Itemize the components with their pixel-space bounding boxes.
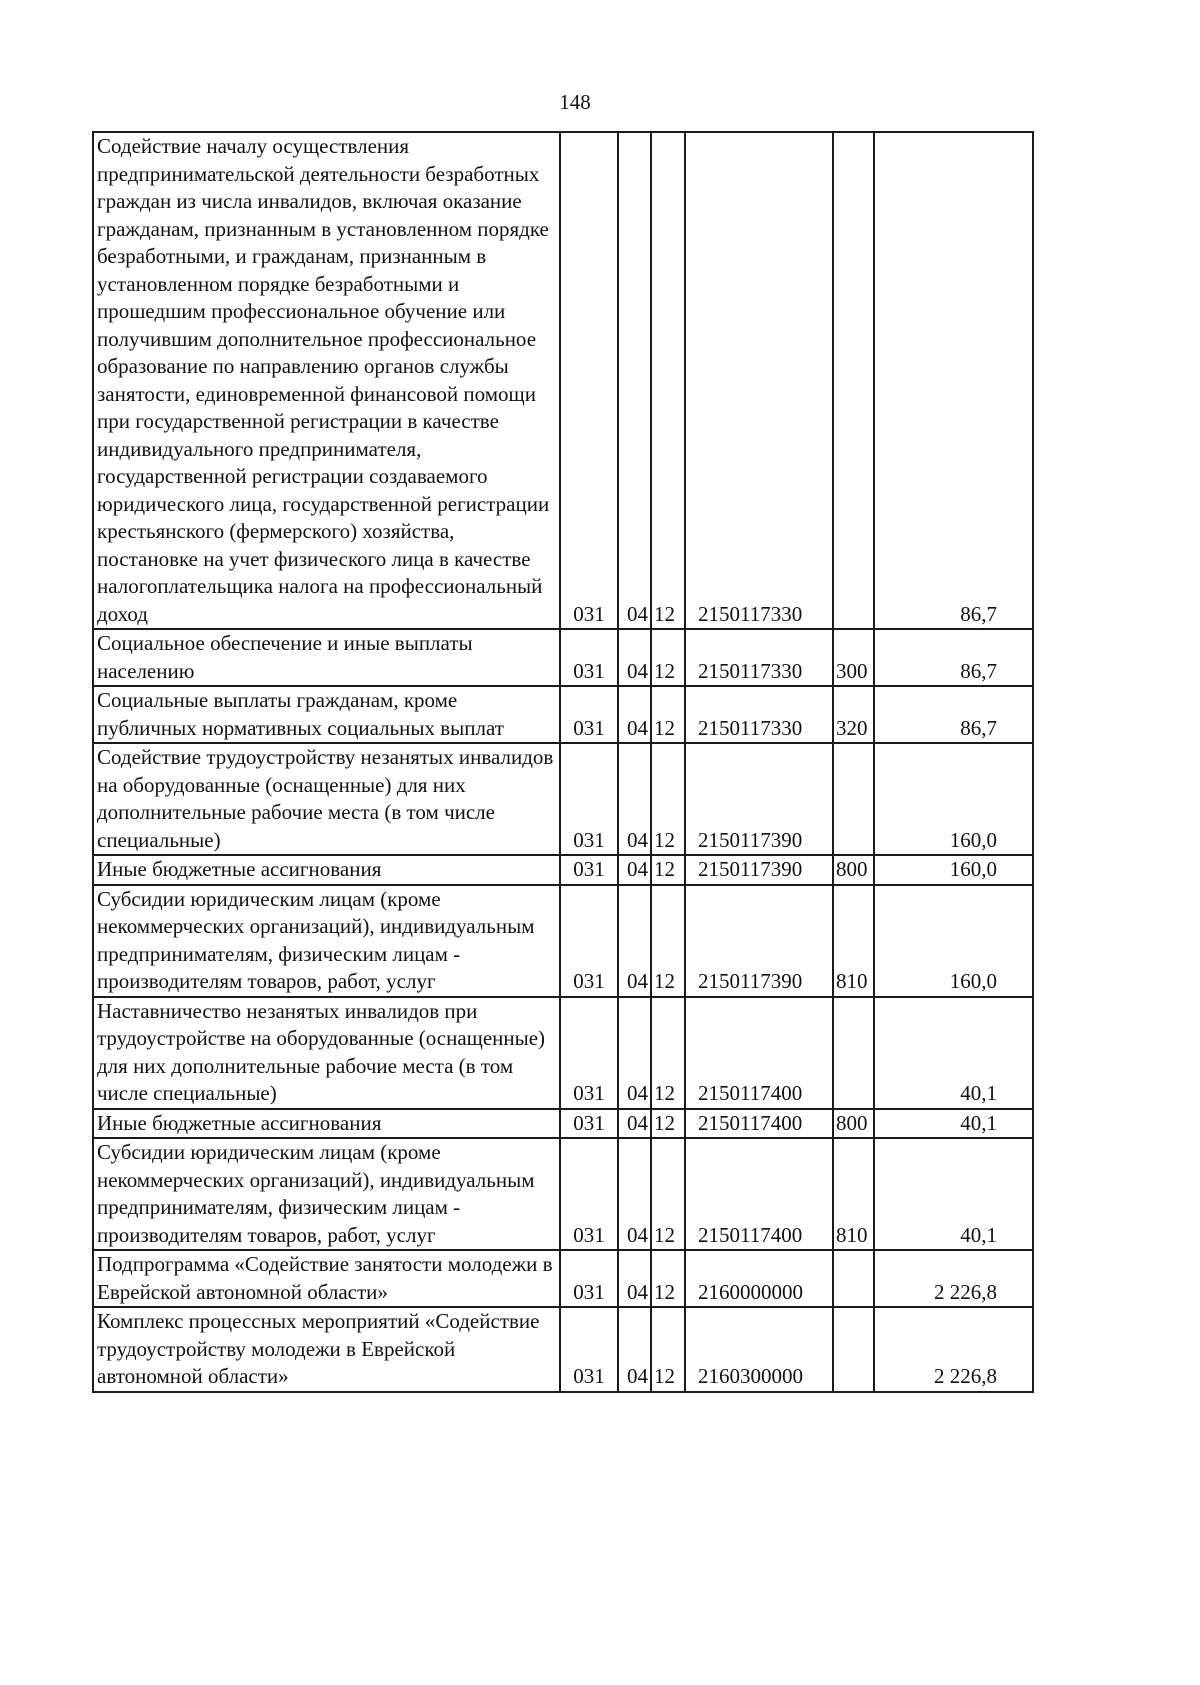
budget-table-body	[93, 132, 1033, 1392]
page-number: 148	[559, 90, 591, 114]
expense-type-code	[833, 1250, 874, 1307]
section-code: 04	[618, 686, 651, 743]
row-name: Наставничество незанятых инвалидов при трудоустройстве на оборудованные (оснащенные) для них дополнительные рабочие места (в том числе специальные)	[93, 997, 560, 1109]
target-article-code: 2150117330	[685, 629, 833, 686]
expense-type-code: 300	[833, 629, 874, 686]
table-row	[93, 855, 1033, 885]
table-row	[93, 885, 1033, 997]
expense-type-code: 800	[833, 1109, 874, 1139]
expense-type-code: 800	[833, 855, 874, 885]
table-row	[93, 1250, 1033, 1307]
amount: 40,1	[874, 1109, 1033, 1139]
row-name: Социальные выплаты гражданам, кроме публичных нормативных социальных выплат	[93, 686, 560, 743]
subsection-code: 12	[651, 743, 685, 855]
admin-code: 031	[560, 629, 618, 686]
table-row	[93, 1138, 1033, 1250]
section-code: 04	[618, 997, 651, 1109]
expense-type-code	[833, 132, 874, 629]
amount: 160,0	[874, 885, 1033, 997]
amount: 2 226,8	[874, 1250, 1033, 1307]
expense-type-code	[833, 743, 874, 855]
section-code: 04	[618, 885, 651, 997]
table-row	[93, 743, 1033, 855]
target-article-code: 2150117330	[685, 132, 833, 629]
target-article-code: 2150117400	[685, 1109, 833, 1139]
table-row	[93, 1109, 1033, 1139]
table-row	[93, 686, 1033, 743]
target-article-code: 2160300000	[685, 1307, 833, 1392]
admin-code: 031	[560, 997, 618, 1109]
target-article-code: 2150117390	[685, 885, 833, 997]
section-code: 04	[618, 629, 651, 686]
row-name: Иные бюджетные ассигнования	[93, 1109, 560, 1139]
target-article-code: 2150117400	[685, 997, 833, 1109]
admin-code: 031	[560, 885, 618, 997]
row-name: Содействие началу осуществления предпринимательской деятельности безработных граждан из числа инвалидов, включая оказание гражданам, признанным в установленном порядке безработными, и гражданам, признанным в установленном порядке безработными и прошедшим профессиональное обучение или получившим дополнительное профессиональное образование по направлению органов службы занятости, единовременной финансовой помощи при государственной регистрации в качестве индивидуального предпринимателя, государственной регистрации создаваемого юридического лица, государственной регистрации крестьянского (фермерского) хозяйства, постановке на учет физического лица в качестве налогоплательщика налога на профессиональный доход	[93, 132, 560, 629]
table-row	[93, 997, 1033, 1109]
budget-table	[92, 131, 1034, 1393]
expense-type-code: 810	[833, 1138, 874, 1250]
amount: 40,1	[874, 1138, 1033, 1250]
admin-code: 031	[560, 1307, 618, 1392]
section-code: 04	[618, 855, 651, 885]
section-code: 04	[618, 743, 651, 855]
amount: 160,0	[874, 855, 1033, 885]
subsection-code: 12	[651, 1307, 685, 1392]
section-code: 04	[618, 1250, 651, 1307]
subsection-code: 12	[651, 997, 685, 1109]
subsection-code: 12	[651, 1250, 685, 1307]
target-article-code: 2150117330	[685, 686, 833, 743]
admin-code: 031	[560, 132, 618, 629]
amount: 160,0	[874, 743, 1033, 855]
subsection-code: 12	[651, 629, 685, 686]
amount: 86,7	[874, 686, 1033, 743]
row-name: Подпрограмма «Содействие занятости молодежи в Еврейской автономной области»	[93, 1250, 560, 1307]
admin-code: 031	[560, 1250, 618, 1307]
subsection-code: 12	[651, 686, 685, 743]
expense-type-code	[833, 997, 874, 1109]
subsection-code: 12	[651, 855, 685, 885]
row-name: Иные бюджетные ассигнования	[93, 855, 560, 885]
expense-type-code: 320	[833, 686, 874, 743]
amount: 86,7	[874, 629, 1033, 686]
admin-code: 031	[560, 686, 618, 743]
subsection-code: 12	[651, 132, 685, 629]
subsection-code: 12	[651, 1109, 685, 1139]
expense-type-code: 810	[833, 885, 874, 997]
target-article-code: 2150117400	[685, 1138, 833, 1250]
target-article-code: 2150117390	[685, 855, 833, 885]
table-row	[93, 132, 1033, 629]
admin-code: 031	[560, 1109, 618, 1139]
expense-type-code	[833, 1307, 874, 1392]
row-name: Комплекс процессных мероприятий «Содействие трудоустройству молодежи в Еврейской автономной области»	[93, 1307, 560, 1392]
admin-code: 031	[560, 855, 618, 885]
amount: 86,7	[874, 132, 1033, 629]
section-code: 04	[618, 1138, 651, 1250]
row-name: Содействие трудоустройству незанятых инвалидов на оборудованные (оснащенные) для них дополнительные рабочие места (в том числе специальные)	[93, 743, 560, 855]
target-article-code: 2160000000	[685, 1250, 833, 1307]
section-code: 04	[618, 132, 651, 629]
section-code: 04	[618, 1307, 651, 1392]
table-row	[93, 629, 1033, 686]
amount: 2 226,8	[874, 1307, 1033, 1392]
target-article-code: 2150117390	[685, 743, 833, 855]
row-name: Социальное обеспечение и иные выплаты населению	[93, 629, 560, 686]
section-code: 04	[618, 1109, 651, 1139]
admin-code: 031	[560, 743, 618, 855]
table-row	[93, 1307, 1033, 1392]
amount: 40,1	[874, 997, 1033, 1109]
subsection-code: 12	[651, 1138, 685, 1250]
subsection-code: 12	[651, 885, 685, 997]
row-name: Субсидии юридическим лицам (кроме некоммерческих организаций), индивидуальным предпринимателям, физическим лицам - производителям товаров, работ, услуг	[93, 1138, 560, 1250]
admin-code: 031	[560, 1138, 618, 1250]
row-name: Субсидии юридическим лицам (кроме некоммерческих организаций), индивидуальным предпринимателям, физическим лицам - производителям товаров, работ, услуг	[93, 885, 560, 997]
